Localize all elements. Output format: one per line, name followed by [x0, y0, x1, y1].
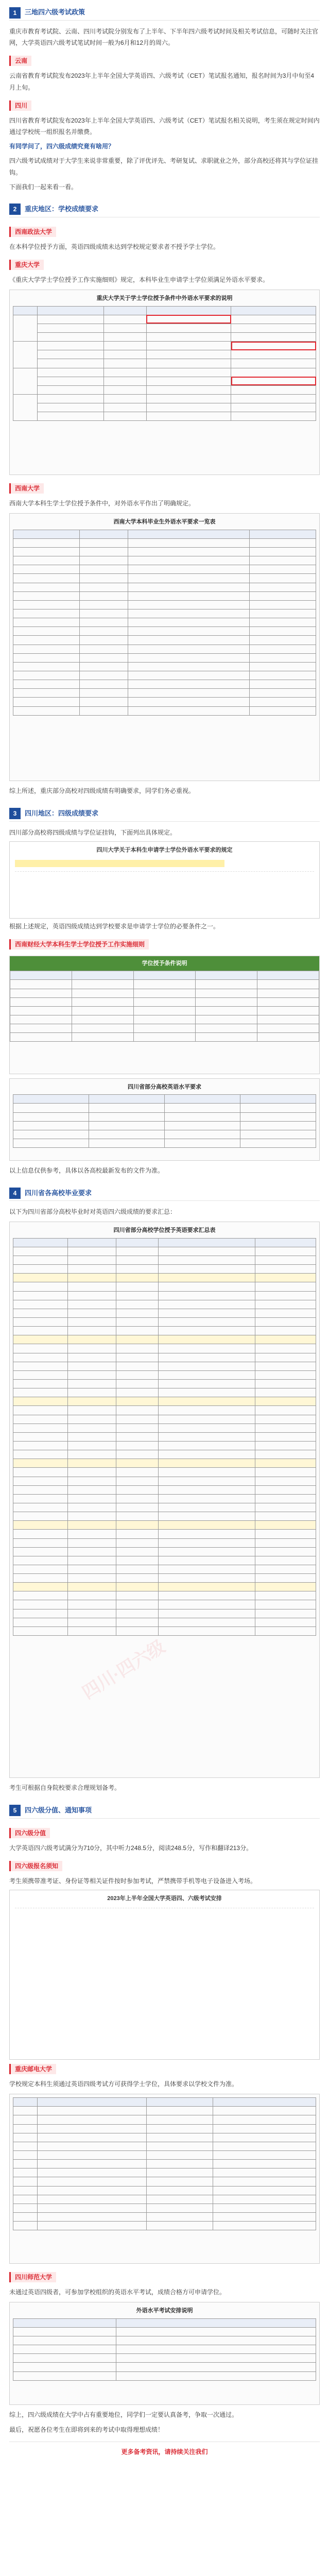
paragraph: 下面我们一起来看一看。 — [9, 183, 78, 191]
subheading: 四川师范大学 — [9, 2272, 56, 2282]
paragraph: 云南省教育考试院发布2023年上半年全国大学英语四、六级考试（CET）笔试报名通知，报名时间为3月中旬至4月上旬。 — [9, 72, 315, 91]
document-title: 重庆大学关于学士学位授予条件中外语水平要求的说明 — [96, 295, 233, 302]
document-image — [9, 1222, 320, 1778]
subheading: 四六级分值 — [9, 1828, 50, 1838]
subheading: 重庆大学 — [9, 260, 44, 270]
table-row — [13, 1600, 316, 1609]
table-row — [13, 1406, 316, 1415]
section-heading — [9, 202, 320, 217]
table-row — [13, 1265, 316, 1274]
table-row — [13, 1379, 316, 1388]
document-image — [9, 2094, 320, 2264]
paragraph: 未通过英语四级者，可参加学校组织的英语水平考试，成绩合格方可申请学位。 — [9, 2289, 226, 2296]
table-row — [13, 1370, 316, 1379]
table-row — [13, 1344, 316, 1353]
subheading: 西南财经大学本科生学士学位授予工作实施细则 — [9, 939, 149, 950]
table-row — [13, 1538, 316, 1547]
requirements-table — [13, 1094, 316, 1148]
section-heading — [9, 1185, 320, 1201]
document-image — [9, 1078, 320, 1161]
section-title: 四川省各高校毕业要求 — [25, 1189, 92, 1197]
table-row — [13, 1441, 316, 1450]
document-title: 四川大学关于本科生申请学士学位外语水平要求的规定 — [96, 846, 233, 853]
table-row — [13, 1618, 316, 1626]
document-title: 2023年上半年全国大学英语四、六级考试安排 — [107, 1895, 222, 1902]
document-title: 西南大学本科毕业生外语水平要求一览表 — [113, 519, 216, 526]
table-row — [13, 1609, 316, 1618]
question: 有同学问了，四六级成绩究竟有啥用？ — [9, 143, 115, 150]
table-row — [13, 1626, 316, 1635]
document-image — [9, 2302, 320, 2405]
table-row — [13, 1415, 316, 1423]
table-row — [13, 1353, 316, 1362]
subheading: 重庆邮电大学 — [9, 2064, 56, 2074]
table-row — [13, 1423, 316, 1432]
subheading: 四六级报名须知 — [9, 1861, 62, 1871]
table-row — [13, 1591, 316, 1600]
document-image — [9, 513, 320, 781]
section-title: 四川地区：四级成绩要求 — [25, 809, 99, 818]
section-heading — [9, 806, 320, 822]
paragraph: 考生可根据自身院校要求合理规划备考。 — [9, 1784, 121, 1792]
paragraph: 四六级考试成绩对于大学生来说非常重要，除了评优评先、考研复试、求职就业之外，部分高校还将其与学位证挂钩。 — [9, 157, 319, 176]
paragraph: 最后，祝愿各位考生在即将到来的考试中取得理想成绩！ — [9, 2426, 164, 2433]
table-row — [13, 1282, 316, 1291]
table-row — [13, 1388, 316, 1397]
table-row — [13, 1547, 316, 1556]
section-number: 1 — [9, 7, 21, 19]
table-row — [13, 1521, 316, 1530]
table-row — [13, 1574, 316, 1583]
table-row — [13, 1317, 316, 1326]
section-heading — [9, 5, 320, 21]
section-title: 三地四六级考试政策 — [25, 8, 85, 16]
table-row — [13, 1477, 316, 1485]
paragraph: 综上，四六级成绩在大学中占有重要地位，同学们一定要认真备考，争取一次通过。 — [9, 2411, 238, 2419]
table-row — [13, 1494, 316, 1503]
requirements-table — [13, 1238, 316, 1636]
section-number: 4 — [9, 1188, 21, 1199]
document-body — [15, 871, 314, 902]
paragraph: 根据上述规定，英语四级成绩达到学校要求是申请学士学位的必要条件之一。 — [9, 922, 220, 930]
paragraph: 在本科学位授予方面，英语四级成绩未达到学校规定要求者不授予学士学位。 — [9, 243, 220, 250]
document-title: 四川省部分高校学位授予英语要求汇总表 — [113, 1227, 216, 1234]
table-row — [13, 1459, 316, 1468]
paragraph: 以下为四川省部分高校毕业时对英语四六级成绩的要求汇总： — [9, 1208, 177, 1216]
section-number: 2 — [9, 204, 21, 215]
section-number: 5 — [9, 1805, 21, 1816]
subheading: 西南政法大学 — [9, 227, 56, 237]
subheading: 四川 — [9, 100, 31, 111]
requirements-table — [13, 530, 316, 716]
paragraph: 学校规定本科生须通过英语四级考试方可获得学士学位，具体要求以学校文件为准。 — [9, 2080, 238, 2088]
article — [0, 5, 329, 2458]
table-row — [13, 1309, 316, 1317]
table-row — [13, 1503, 316, 1512]
table-row — [13, 1300, 316, 1309]
table-row — [13, 1556, 316, 1565]
table-row — [13, 1362, 316, 1370]
document-body — [15, 1908, 314, 2057]
section-title: 四六级分值、通知事项 — [25, 1806, 92, 1815]
table-banner: 学位授予条件说明 — [10, 956, 319, 971]
section-title: 重庆地区：学校成绩要求 — [25, 205, 99, 213]
section-number: 3 — [9, 808, 21, 819]
requirements-table — [10, 971, 319, 1042]
table-row — [13, 1530, 316, 1538]
section-heading — [9, 1803, 320, 1819]
paragraph: 综上所述，重庆部分高校对四级成绩有明确要求，同学们务必重视。 — [9, 787, 195, 795]
table-row — [13, 1565, 316, 1573]
paragraph: 以上信息仅供参考，具体以各高校最新发布的文件为准。 — [9, 1167, 164, 1174]
table-row — [13, 1291, 316, 1300]
paragraph: 四川部分高校将四级成绩与学位证挂钩，下面列出具体规定。 — [9, 828, 177, 836]
table-row — [13, 1256, 316, 1265]
paragraph: 《重庆大学学士学位授予工作实施细则》规定，本科毕业生申请学士学位须满足外语水平要求。 — [9, 276, 269, 284]
table-row — [13, 1468, 316, 1477]
table-row — [13, 1450, 316, 1459]
table-row — [13, 1485, 316, 1494]
document-image — [9, 290, 320, 475]
paragraph: 考生须携带准考证、身份证等相关证件按时参加考试，严禁携带手机等电子设备进入考场。 — [9, 1877, 257, 1885]
paragraph: 西南大学本科生学士学位授予条件中，对外语水平作出了明确规定。 — [9, 500, 195, 507]
table-row — [13, 1274, 316, 1282]
paragraph: 重庆市教育考试院、云南、四川考试院分别发布了上半年、下半年四六级考试时间及相关考试信息，可随时关注官网，大学英语四六级考试笔试时间一般为6月和12月的周六。 — [9, 28, 319, 47]
footer-text: 更多备考资讯，请持续关注我们 — [9, 2442, 320, 2458]
document-image — [9, 956, 320, 1074]
table-row — [13, 1432, 316, 1441]
paragraph: 大学英语四六级考试满分为710分，其中听力248.5分，阅读248.5分，写作和翻译213分。 — [9, 1844, 253, 1852]
subheading: 西南大学 — [9, 483, 44, 494]
table-row — [13, 1327, 316, 1335]
table-row — [13, 1512, 316, 1521]
requirements-table — [13, 2318, 316, 2381]
table-row — [13, 1247, 316, 1256]
notice-document — [9, 1890, 320, 2060]
subheading: 云南 — [9, 56, 31, 66]
table-row — [13, 1397, 316, 1406]
highlighted-line — [15, 860, 224, 867]
requirements-table — [13, 306, 316, 421]
table-row — [13, 1583, 316, 1591]
document-title: 四川省部分高校英语水平要求 — [128, 1084, 201, 1090]
document-title: 外语水平考试安排说明 — [136, 2308, 193, 2314]
notice-document — [9, 841, 320, 919]
requirements-table — [13, 2097, 316, 2230]
table-row — [13, 1335, 316, 1344]
paragraph: 四川省教育考试院发布2023年上半年全国大学英语四、六级考试（CET）笔试报名相关说明，考生须在规定时间内通过学校统一组织报名并缴费。 — [9, 116, 320, 135]
